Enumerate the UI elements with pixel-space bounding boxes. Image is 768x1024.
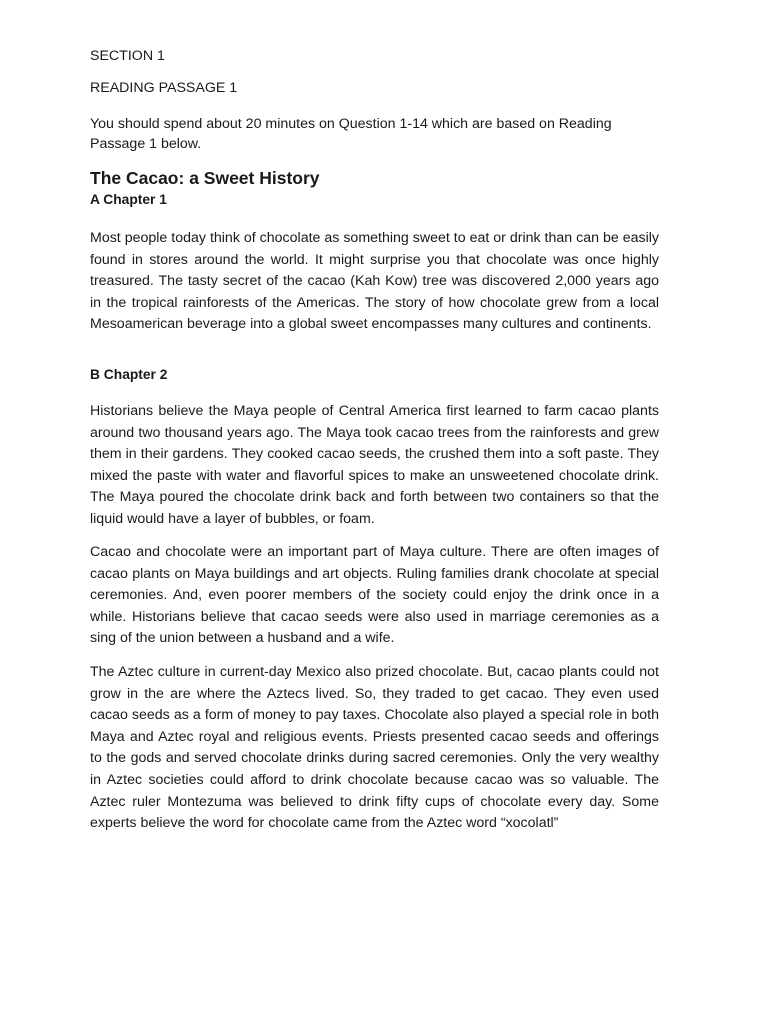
paragraph-text: Most people today think of chocolate as something sweet to eat or drink than can be easily found in stores around the world. It might surprise you that chocolate was once highly treasured. The tasty secret of the cacao (Kah Kow) tree was discovered 2,000 years ago in the tropical rainforests of the Americas. The story of how chocolate grew from a local Mesoamerican beverage into a global sweet encompasses many cultures and continents. [90, 230, 659, 333]
section-label: SECTION 1 [90, 48, 165, 64]
instructions-line-1: You should spend about 20 minutes on Question 1-14 which are based on Reading [90, 116, 612, 132]
paragraph-text: Cacao and chocolate were an important part of Maya culture. There are often images of cacao plants on Maya buildings and art objects. Ruling families drank chocolate at special ceremonies. And, even poorer members of the society could enjoy the drink once in a while. Historians believe that cacao seeds were also used in marriage ceremonies as a sing of the union between a husband and a wife. [90, 544, 659, 647]
paragraph-text: The Aztec culture in current-day Mexico also prized chocolate. But, cacao plants could not grow in the are where the Aztecs lived. So, they traded to get cacao. They even used cacao seeds as a form of money to pay taxes. Chocolate also played a special role in both Maya and Aztec royal and religious events. Priests presented cacao seeds and offerings to the gods and served chocolate drinks during sacred ceremonies. Only the very wealthy in Aztec societies could afford to drink chocolate because cacao was so valuable. The Aztec ruler Montezuma was believed to drink fifty cups of chocolate every day. Some experts believe the word for chocolate came from the Aztec word “xocolatl” [90, 664, 659, 832]
chapter-a-heading: A Chapter 1 [90, 192, 167, 207]
paragraph-chapter-2-2 [90, 542, 659, 650]
paragraph-chapter-2-3 [90, 662, 659, 835]
paragraph-chapter-2-1 [90, 401, 659, 531]
paragraph-text: Historians believe the Maya people of Central America first learned to farm cacao plants around two thousand years ago. The Maya took cacao trees from the rainforests and grew them in their gardens. They cooked cacao seeds, the crushed them into a soft paste. They mixed the paste with water and flavorful spices to make an unsweetened chocolate drink. The Maya poured the chocolate drink back and forth between two containers so that the liquid would have a layer of bubbles, or foam. [90, 403, 659, 527]
instructions-line-2: Passage 1 below. [90, 136, 202, 152]
article-title: The Cacao: a Sweet History [90, 168, 320, 188]
paragraph-chapter-1 [90, 228, 659, 336]
passage-label: READING PASSAGE 1 [90, 80, 238, 96]
chapter-b-heading: B Chapter 2 [90, 367, 168, 382]
